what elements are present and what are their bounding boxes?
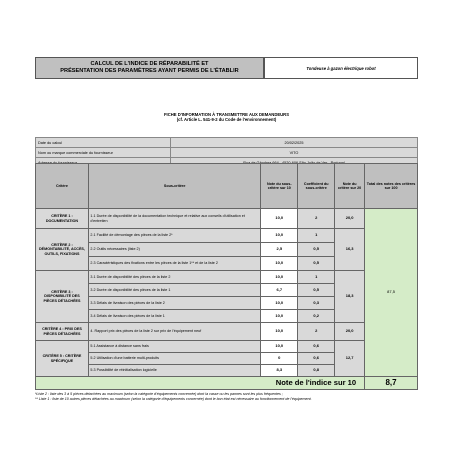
criterion-3-note: 18,3 [335,271,365,323]
subcriterion-label: 5.3 Possibilité de réinitialisation logicielle [88,365,260,377]
footnotes [35,392,418,402]
criterion-4-name: CRITÈRE 4 : PRIX DES PIÈCES DÉTACHÉES [36,323,89,341]
subcriterion-coef: 0,8 [298,365,335,377]
subcriterion-label: 2.3 Caractéristiques des fixations entre les pièces de la liste 1** et de la liste 2 [88,257,260,271]
criterion-2-note: 16,3 [335,229,365,271]
subcriterion-note: 2,5 [261,243,298,257]
page-title [35,57,264,79]
criterion-4-note: 20,0 [335,323,365,341]
subcriterion-coef: 2 [298,323,335,341]
subcriterion-label: 4. Rapport prix des pièces de la liste 2 sur prix de l'équipement neuf [88,323,260,341]
fiche-line-2: (cf. Article L. 541-9-2 du Code de l'environnement) [176,117,277,122]
subcriterion-label: 1.1 Durée de disponibilité de la documentation technique et relative aux conseils d'utilisation et d'entretien [88,209,260,229]
subcriterion-label: 2.2 Outils nécessaires (liste 2) [88,243,260,257]
header-note-critere: Note du critère sur 20 [335,164,365,209]
table-header-row [36,164,418,209]
subcriterion-label: 3.3 Délais de livraison des pièces de la liste 2 [88,297,260,310]
total-100-value: 87,5 [387,289,395,295]
subcriterion-coef: 1 [298,229,335,243]
subcriterion-note: 10,0 [261,341,298,353]
subcriterion-coef: 0,5 [298,243,335,257]
info-value: 20/02/2025 [171,138,418,148]
subcriterion-label: 5.1 Assistance à distance sans frais [88,341,260,353]
subcriterion-note: 10,0 [261,271,298,284]
repairability-table [35,163,418,390]
final-score-row [36,377,418,390]
subcriterion-label: 5.2 Utilisation d'une batterie multi-produits [88,353,260,365]
subcriterion-label: 2.1 Facilité de démontage des pièces de la liste 2* [88,229,260,243]
criterion-3-name: CRITÈRE 3 : DISPONIBILITÉ DES PIÈCES DÉTACHÉES [36,271,89,323]
subcriterion-note: 10,0 [261,209,298,229]
header-total: Total des notes des critères sur 100 [365,164,418,209]
subcriterion-coef: 0,2 [298,310,335,323]
subcriterion-label: 3.4 Délais de livraison des pièces de la liste 1 [88,310,260,323]
product-name: Tondeuse à gazon électrique robot [264,57,418,79]
title-line-2: PRÉSENTATION DES PARAMÈTRES AYANT PERMIS DE L'ÉTABLIR [60,68,239,74]
subcriterion-note: 0 [261,353,298,365]
subcriterion-coef: 1 [298,271,335,284]
fiche-line-1: FICHE D'INFORMATION À TRANSMETTRE AUX DEMANDEURS [164,112,289,117]
subcriterion-coef: 0,3 [298,297,335,310]
table-row [36,341,418,353]
subcriterion-coef: 0,5 [298,257,335,271]
subcriterion-coef: 0,5 [298,284,335,297]
title-line-1: CALCUL DE L'INDICE DE RÉPARABILITÉ ET [90,61,209,67]
info-value: VITO [171,148,418,158]
table-row [36,209,418,229]
info-row-supplier [36,148,418,158]
header-note-sous-critere: Note du sous-critère sur 10 [261,164,298,209]
footnote-liste-2: *Liste 2 : liste des 3 à 5 pièces détachées au maximum (selon la catégorie d'équipements concernée) dont la casse ou les pannes sont les plus fréquentes ; [35,392,283,396]
header-critere: Critère [36,164,89,209]
footnote-liste-1: ** Liste 1 : liste de 10 autres pièces détachées au maximum (selon la catégorie d'équipements concernée) dont le bon état est nécessaire au fonctionnement de l'équipement. [35,397,312,401]
header-sous-critere: Sous-critère [88,164,260,209]
header-coefficient: Coefficient du sous-critère [298,164,335,209]
table-row [36,323,418,341]
subcriterion-note: 10,0 [261,297,298,310]
criterion-1-name: CRITÈRE 1 : DOCUMENTATION [36,209,89,229]
criterion-1-note: 20,0 [335,209,365,229]
subcriterion-coef: 2 [298,209,335,229]
subcriterion-note: 10,0 [261,323,298,341]
fiche-heading [35,112,418,122]
info-label: Nom ou marque commerciale du fournisseur [36,148,171,158]
table-row [36,229,418,243]
criterion-5-name: CRITÈRE 5 : CRITÈRE SPÉCIFIQUE [36,341,89,377]
info-row-date [36,138,418,148]
subcriterion-coef: 0,6 [298,341,335,353]
subcriterion-label: 3.2 Durée de disponibilité des pièces de la liste 1 [88,284,260,297]
subcriterion-coef: 0,6 [298,353,335,365]
subcriterion-note: 8,3 [261,365,298,377]
subcriterion-note: 10,0 [261,229,298,243]
criterion-2-name: CRITÈRE 2 : DÉMONTABILITÉ, ACCÈS, OUTILS, FIXATIONS [36,229,89,271]
final-score-label: Note de l'indice sur 10 [36,377,365,390]
criterion-5-note: 12,7 [335,341,365,377]
info-label: Date du calcul [36,138,171,148]
final-score-value: 8,7 [365,377,418,390]
subcriterion-label: 3.1 Durée de disponibilité des pièces de la liste 2 [88,271,260,284]
subcriterion-note: 10,0 [261,257,298,271]
subcriterion-note: 6,7 [261,284,298,297]
table-row [36,271,418,284]
subcriterion-note: 10,0 [261,310,298,323]
total-100-cell [365,209,418,377]
